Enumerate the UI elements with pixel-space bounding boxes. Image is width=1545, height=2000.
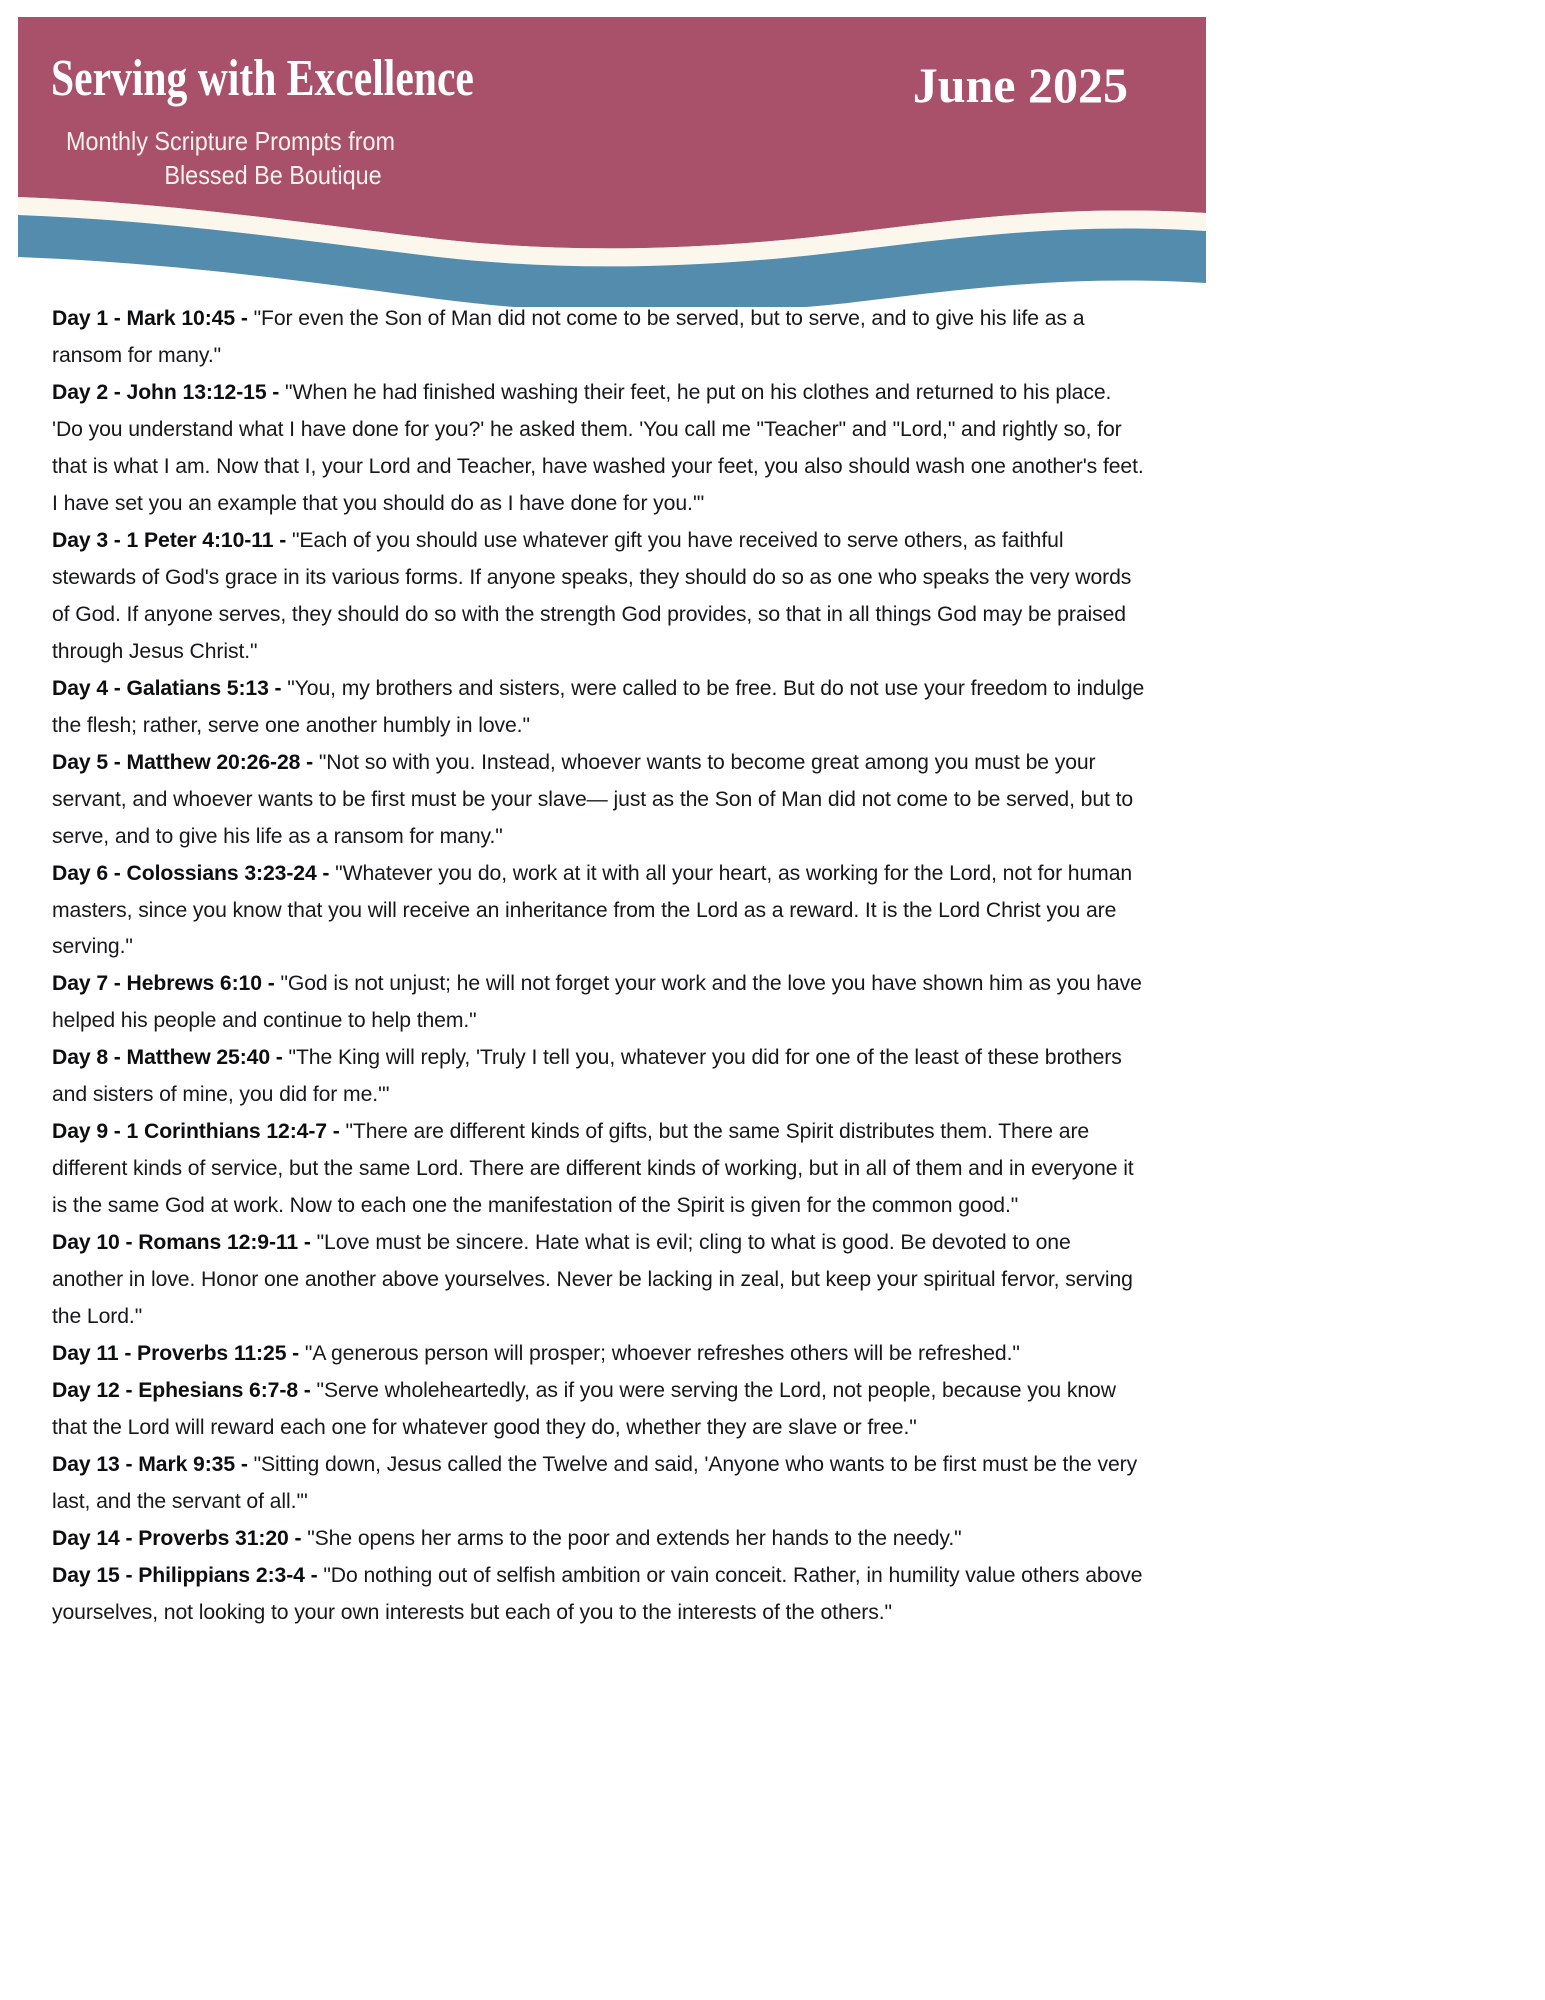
verse-reference: Day 3 - 1 Peter 4:10-11 - xyxy=(52,527,292,552)
verse-body: "Not so with you. Instead, whoever wants to become great among you must be your servant, and whoever wants to be first must be your slave— just as the Son of Man did not come to be served, but to serve, and to give his life as a ransom for many." xyxy=(52,749,1134,848)
verse-body: "A generous person will prosper; whoever refreshes others will be refreshed." xyxy=(304,1341,1020,1366)
page-title: Serving with Excellence xyxy=(51,50,474,107)
verse-reference: Day 13 - Mark 9:35 - xyxy=(52,1452,254,1477)
verse-reference: Day 6 - Colossians 3:23-24 - xyxy=(52,860,336,885)
verse-entry xyxy=(52,965,1145,1039)
verse-reference: Day 14 - Proverbs 31:20 - xyxy=(52,1525,308,1550)
verse-entry xyxy=(52,1372,1145,1446)
verse-reference: Day 11 - Proverbs 11:25 - xyxy=(52,1341,305,1366)
verse-entry xyxy=(52,1446,1145,1520)
header-subtitle xyxy=(66,125,480,193)
verse-body: "You, my brothers and sisters, were called to be free. But do not use your freedom to indulge the flesh; rather, serve one another humbly in love." xyxy=(52,675,1145,737)
verse-reference: Day 8 - Matthew 25:40 - xyxy=(52,1045,289,1070)
verse-reference: Day 5 - Matthew 20:26-28 - xyxy=(52,749,319,774)
verse-entry xyxy=(52,744,1145,855)
subtitle-line-1: Monthly Scripture Prompts from xyxy=(66,126,396,156)
verse-body: "There are different kinds of gifts, but the same Spirit distributes them. There are different kinds of service, but the same Lord. There are different kinds of working, but in all of them and in everyone it is the same God at work. Now to each one the manifestation of the Spirit is given for the common good." xyxy=(52,1119,1134,1218)
verse-entry xyxy=(52,1039,1145,1113)
scripture-list xyxy=(52,300,1162,1631)
verse-body: "She opens her arms to the poor and extends her hands to the needy." xyxy=(307,1525,962,1550)
verse-entry xyxy=(52,522,1145,670)
verse-entry xyxy=(52,670,1145,744)
header-banner xyxy=(18,17,1206,307)
verse-body: "Do nothing out of selfish ambition or vain conceit. Rather, in humility value others above yourselves, not looking to your own interests but each of you to the interests of the others." xyxy=(52,1562,1143,1624)
verse-body: "God is not unjust; he will not forget your work and the love you have shown him as you have helped his people and continue to help them." xyxy=(52,971,1142,1033)
verse-body: "For even the Son of Man did not come to be served, but to serve, and to give his life as a ransom for many." xyxy=(52,306,1085,367)
verse-entry xyxy=(52,374,1145,522)
verse-reference: Day 1 - Mark 10:45 - xyxy=(52,306,254,330)
verse-entry xyxy=(52,1520,1145,1557)
verse-entry xyxy=(52,855,1145,966)
verse-body: "When he had finished washing their feet, he put on his clothes and returned to his place. 'Do you understand what I have done for you?' he asked them. 'You call me "Teacher" and "Lord," and rightly so, for that is what I am. Now that I, your Lord and Teacher, have washed your feet, you also should wash one another's feet. I have set you an example that you should do as I have done for you.'" xyxy=(52,379,1144,515)
verse-entry xyxy=(52,1557,1145,1631)
verse-body: "The King will reply, 'Truly I tell you, whatever you did for one of the least of these brothers and sisters of mine, you did for me.'" xyxy=(52,1045,1122,1107)
verse-reference: Day 12 - Ephesians 6:7-8 - xyxy=(52,1378,317,1403)
verse-body: "Each of you should use whatever gift you have received to serve others, as faithful stewards of God's grace in its various forms. If anyone speaks, they should do so as one who speaks the very words of God. If anyone serves, they should do so with the strength God provides, so that in all things God may be praised through Jesus Christ." xyxy=(52,527,1132,663)
verse-body: "Serve wholeheartedly, as if you were serving the Lord, not people, because you know that the Lord will reward each one for whatever good they do, whether they are slave or free." xyxy=(52,1378,1116,1440)
verse-reference: Day 9 - 1 Corinthians 12:4-7 - xyxy=(52,1119,346,1144)
verse-reference: Day 4 - Galatians 5:13 - xyxy=(52,675,288,700)
verse-body: "Sitting down, Jesus called the Twelve and said, 'Anyone who wants to be first must be the very last, and the servant of all.'" xyxy=(52,1452,1138,1513)
verse-body: "Love must be sincere. Hate what is evil; cling to what is good. Be devoted to one another in love. Honor one another above yourselves. Never be lacking in zeal, but keep your spiritual fervor, serving the Lord." xyxy=(52,1230,1133,1329)
subtitle-line-2: Blessed Be Boutique xyxy=(164,159,382,190)
verse-reference: Day 7 - Hebrews 6:10 - xyxy=(52,971,281,996)
verse-body: "Whatever you do, work at it with all your heart, as working for the Lord, not for human masters, since you know that you will receive an inheritance from the Lord as a reward. It is the Lord Christ you are serving." xyxy=(52,860,1133,959)
verse-reference: Day 15 - Philippians 2:3-4 - xyxy=(52,1562,324,1587)
verse-entry xyxy=(52,1224,1145,1335)
verse-entry xyxy=(52,1113,1145,1224)
verse-entry xyxy=(52,300,1145,374)
verse-reference: Day 10 - Romans 12:9-11 - xyxy=(52,1230,317,1255)
issue-month: June 2025 xyxy=(912,57,1128,113)
verse-entry xyxy=(52,1335,1145,1372)
verse-reference: Day 2 - John 13:12-15 - xyxy=(52,379,286,404)
